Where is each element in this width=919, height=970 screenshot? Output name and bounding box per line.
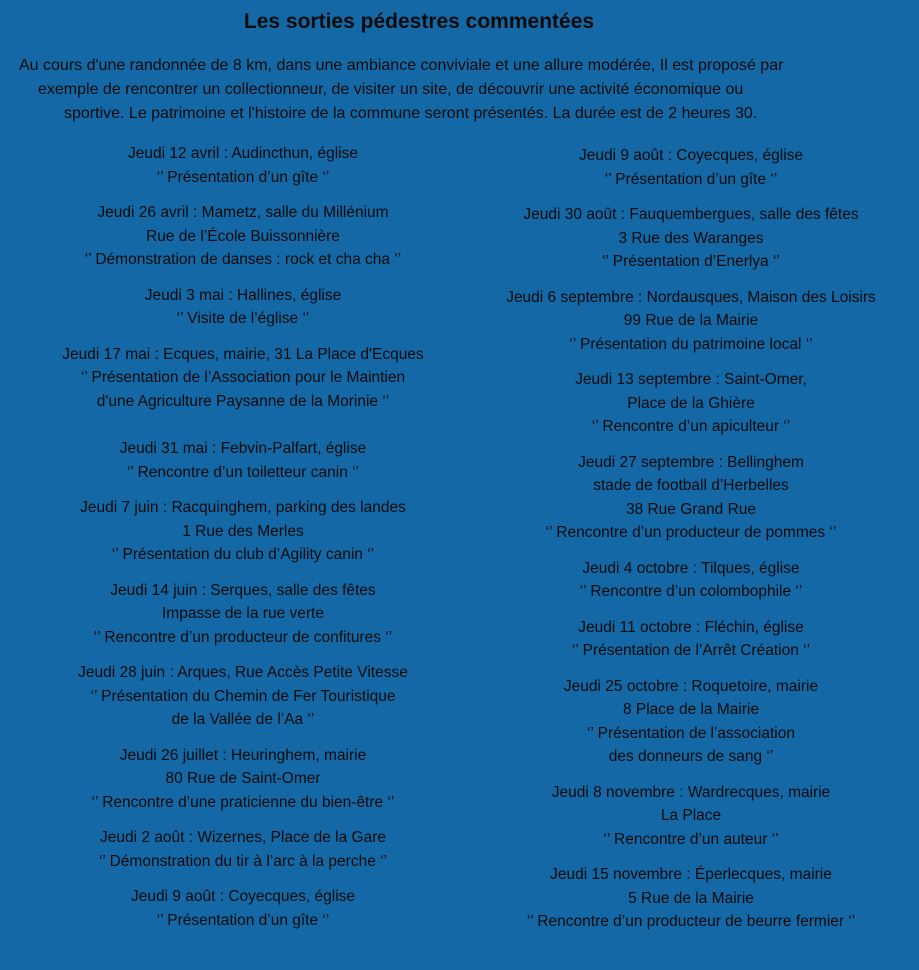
outing-detail: ‘’ Rencontre d’un producteur de pommes ‘’ — [545, 524, 837, 541]
left-schedule-column — [2, 142, 484, 944]
outing-detail: des donneurs de sang ‘’ — [608, 748, 774, 765]
outing-detail: ‘’ Rencontre d’un auteur ‘’ — [603, 830, 779, 848]
outing-date-place: Jeudi 28 juin : Arques, Rue Accès Petite Vitesse — [78, 664, 408, 681]
outing-entry — [460, 286, 919, 357]
right-schedule-column — [460, 144, 919, 946]
outing-date-place: Jeudi 9 août : Coyecques, église — [130, 888, 356, 905]
outing-detail: ‘’ Présentation d’un gîte ‘’ — [156, 168, 330, 186]
outing-detail: 3 Rue des Waranges — [618, 229, 764, 247]
outing-entry — [2, 284, 484, 331]
outing-detail: Impasse de la rue verte — [162, 605, 324, 622]
outing-entry — [460, 144, 919, 191]
outing-detail: 38 Rue Grand Rue — [625, 500, 757, 518]
outing-detail: ‘’ Présentation du Chemin de Fer Touristique — [90, 687, 396, 705]
outing-date-place: Jeudi 14 juin : Serques, salle des fêtes — [110, 581, 376, 599]
outing-detail: ‘’ Démonstration de danses : rock et cha cha ‘’ — [84, 251, 402, 268]
outing-entry — [2, 826, 484, 873]
outing-detail: Rue de l’École Buissonnière — [146, 227, 340, 245]
outing-detail: 99 Rue de la Mairie — [623, 312, 759, 329]
outing-detail: ‘’ Rencontre d’un producteur de confitures ‘’ — [93, 628, 393, 646]
intro-line: exemple de rencontrer un collectionneur, de visiter un site, de découvrir une activité économique ou — [38, 81, 744, 98]
outing-date-place: Jeudi 7 juin : Racquinghem, parking des landes — [80, 499, 406, 516]
outing-entry — [460, 203, 919, 274]
outing-date-place: Jeudi 11 octobre : Fléchin, église — [578, 618, 804, 636]
outing-date-place: Jeudi 26 avril : Mametz, salle du Millénium — [97, 204, 389, 221]
outing-date-place: Jeudi 12 avril : Audincthun, église — [127, 145, 359, 162]
outing-entry — [2, 201, 484, 272]
outing-date-place: Jeudi 13 septembre : Saint-Omer, — [575, 371, 807, 388]
outing-entry — [460, 557, 919, 604]
outing-detail: ‘’ Présentation du patrimoine local ‘’ — [569, 335, 813, 353]
outing-entry — [460, 675, 919, 769]
outing-date-place: Jeudi 6 septembre : Nordausques, Maison des Loisirs — [506, 288, 876, 306]
outing-entry — [460, 368, 919, 439]
outing-detail: 5 Rue de la Mairie — [628, 889, 754, 907]
outing-date-place: Jeudi 17 mai : Ecques, mairie, 31 La Place d'Ecques — [62, 345, 424, 363]
outing-date-place: Jeudi 30 août : Fauquembergues, salle des fêtes — [523, 206, 859, 223]
outing-date-place: Jeudi 27 septembre : Bellinghem — [578, 453, 804, 471]
intro-line: sportive. Le patrimoine et l'histoire de la commune seront présentés. La durée est de 2 heures 30. — [64, 105, 758, 122]
outing-detail: ‘’ Rencontre d’un producteur de beurre fermier ‘’ — [526, 913, 856, 930]
outing-entry — [2, 437, 484, 484]
outing-detail: ‘’ Rencontre d’un apiculteur ‘’ — [591, 418, 791, 435]
outing-entry — [2, 744, 484, 815]
outing-detail: 1 Rue des Merles — [182, 522, 304, 540]
outing-detail: de la Vallée de l’Aa ‘’ — [171, 711, 315, 728]
outing-date-place: Jeudi 2 août : Wizernes, Place de la Gare — [99, 829, 387, 846]
outing-detail: ‘’ Rencontre d’un toiletteur canin ‘’ — [126, 463, 360, 481]
outing-date-place: Jeudi 31 mai : Febvin-Palfart, église — [119, 440, 367, 457]
outing-detail: Place de la Ghière — [627, 394, 755, 412]
outing-entry — [460, 616, 919, 663]
outing-detail: ‘’ Rencontre d’une praticienne du bien-être ‘’ — [91, 793, 395, 811]
outing-detail: La Place — [660, 807, 722, 824]
outing-detail: ‘’ Présentation du club d’Agility canin ‘’ — [111, 546, 375, 563]
page-title: Les sorties pédestres commentées — [243, 10, 595, 33]
outing-date-place: Jeudi 9 août : Coyecques, église — [578, 147, 804, 164]
outing-date-place: Jeudi 25 octobre : Roquetoire, mairie — [563, 677, 819, 695]
outing-detail: ‘’ Visite de l’église ‘’ — [176, 310, 310, 327]
outing-detail: ‘’ Démonstration du tir à l’arc à la perche ‘’ — [98, 852, 388, 870]
outing-detail: 8 Place de la Mairie — [622, 701, 760, 718]
outing-date-place: Jeudi 26 juillet : Heuringhem, mairie — [119, 746, 367, 764]
outing-date-place: Jeudi 4 octobre : Tilques, église — [582, 559, 800, 577]
outing-detail: d'une Agriculture Paysanne de la Morinie ‘’ — [96, 392, 390, 410]
outing-entry — [2, 885, 484, 932]
outing-detail: 80 Rue de Saint-Omer — [165, 770, 321, 787]
outing-entry — [460, 781, 919, 852]
outing-date-place: Jeudi 3 mai : Hallines, église — [144, 286, 342, 304]
outing-detail: ‘’ Présentation d’un gîte ‘’ — [604, 170, 778, 188]
outing-entry — [2, 579, 484, 650]
outing-entry — [2, 343, 484, 414]
outing-date-place: Jeudi 8 novembre : Wardrecques, mairie — [551, 783, 831, 801]
outing-detail: ‘’ Présentation d’Enerlya ‘’ — [602, 253, 780, 270]
outing-entry — [460, 863, 919, 934]
outing-entry — [460, 451, 919, 545]
outing-detail: ‘’ Présentation de l’association — [587, 724, 795, 742]
outing-detail: ‘’ Présentation d’un gîte ‘’ — [156, 911, 330, 929]
outing-detail: ‘’ Présentation de l’Arrêt Création ‘’ — [571, 642, 811, 659]
outing-detail: ‘’ Rencontre d’un colombophile ‘’ — [579, 583, 803, 600]
outing-entry — [2, 661, 484, 732]
outing-entry — [2, 496, 484, 567]
outing-entry — [2, 142, 484, 189]
outing-date-place: Jeudi 15 novembre : Éperlecques, mairie — [550, 866, 832, 883]
outing-detail: ‘’ Présentation de l’Association pour le Maintien — [80, 369, 406, 386]
intro-line: Au cours d'une randonnée de 8 km, dans une ambiance conviviale et une allure modérée, Il est proposé par — [19, 57, 784, 74]
outing-detail: stade de football d’Herbelles — [593, 477, 789, 494]
